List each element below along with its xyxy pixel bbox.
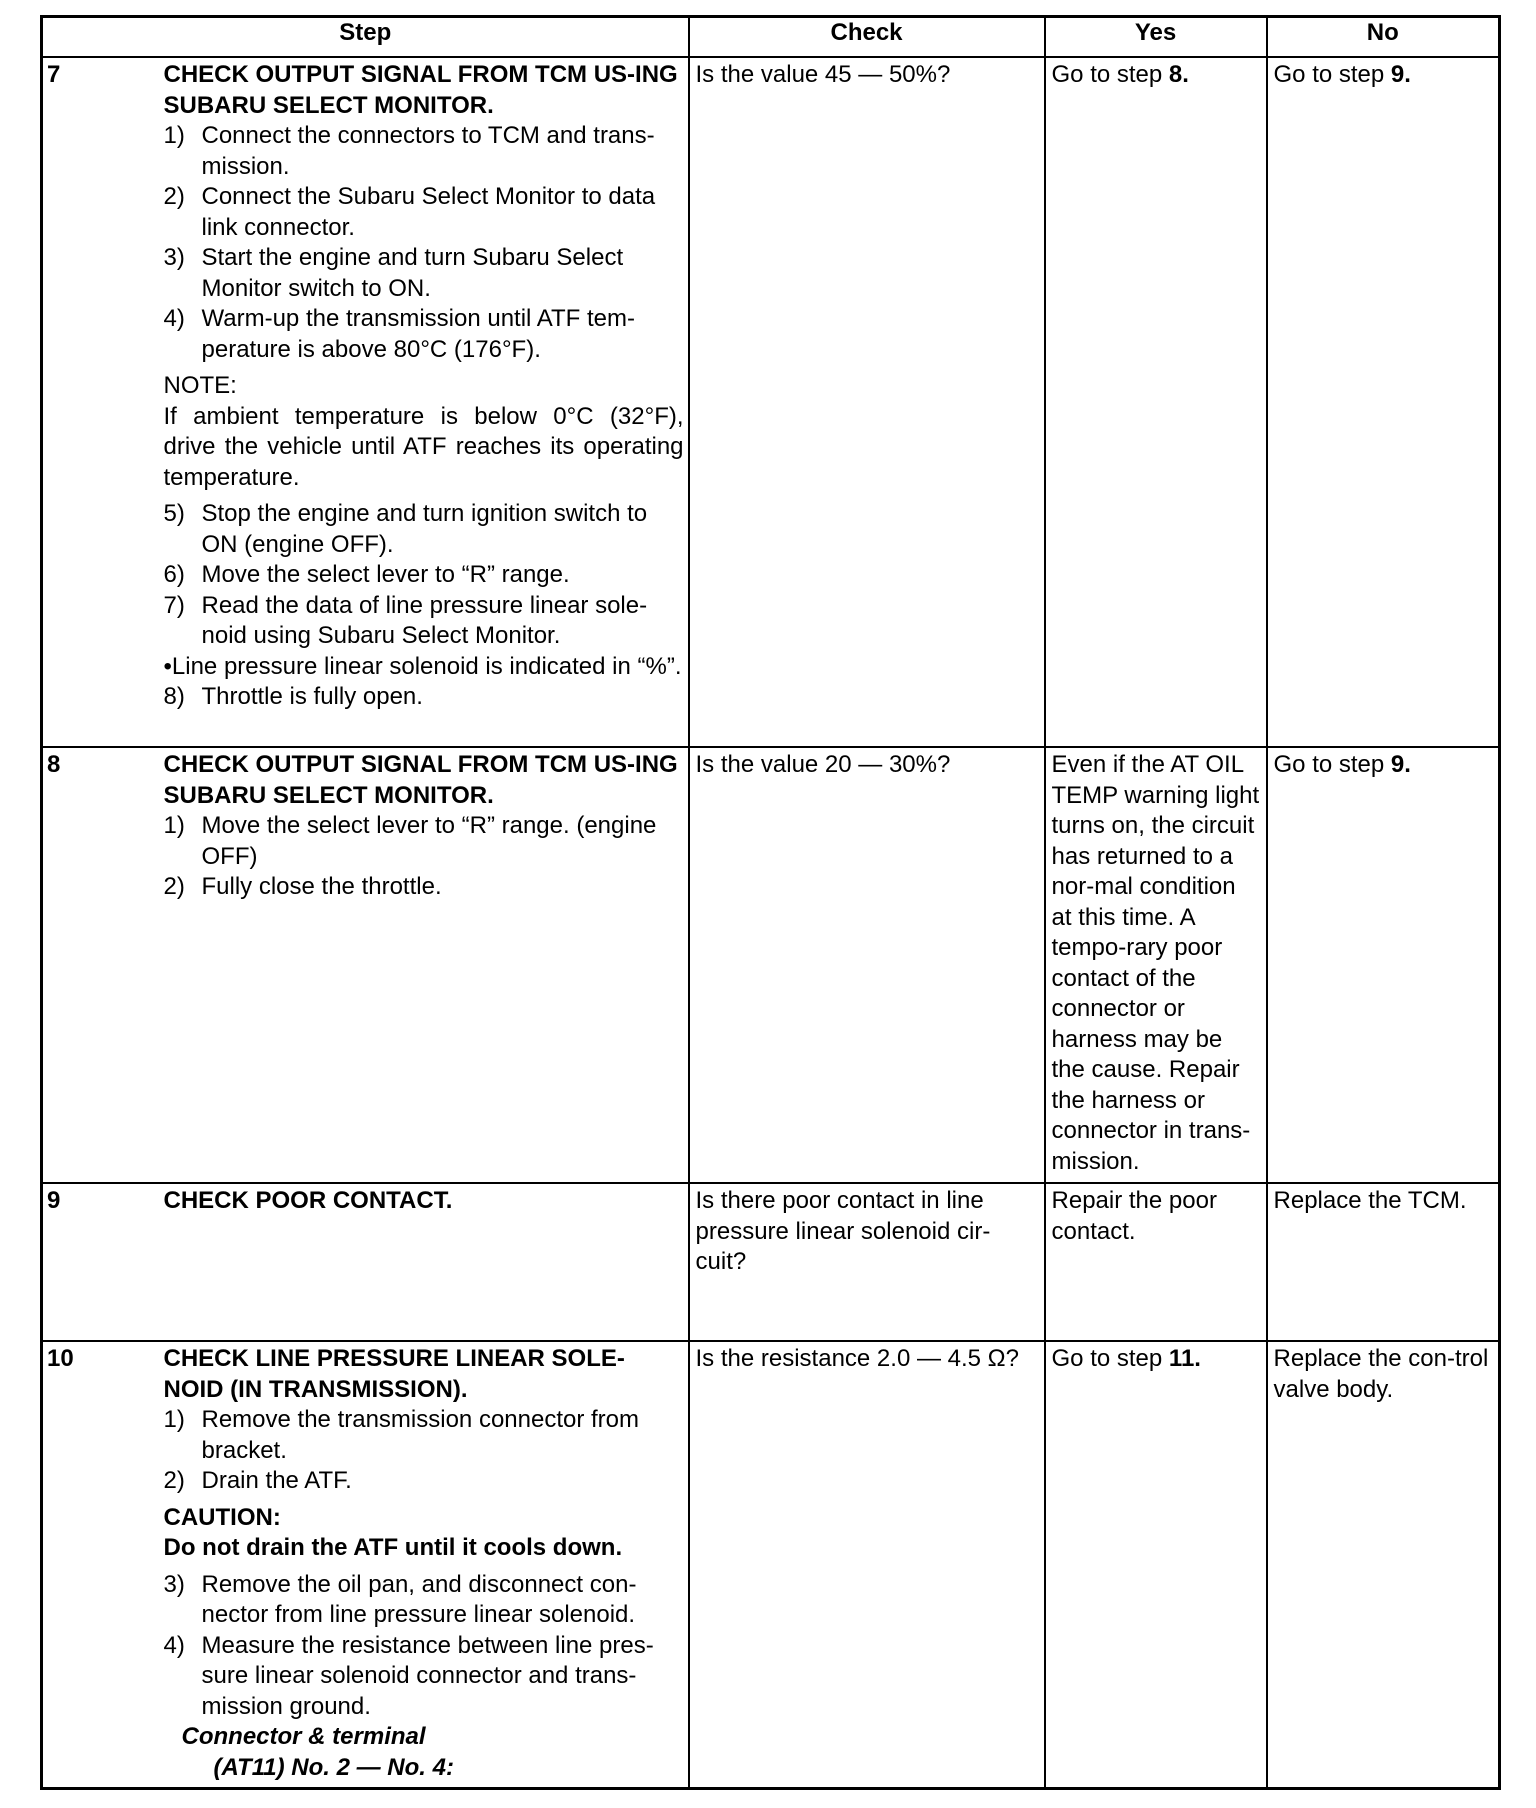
troubleshooting-table	[40, 15, 1501, 1790]
step-number: 8	[42, 747, 164, 1183]
connector-terminal: (AT11) No. 2 — No. 4:	[213, 1753, 454, 1781]
header-yes: Yes	[1045, 17, 1267, 58]
list-item: 3) Remove the oil pan, and disconnect con-nector from line pressure linear solenoid.	[163, 1570, 637, 1628]
header-row	[42, 17, 1500, 58]
list-item: 4) Warm-up the transmission until ATF tem-perature is above 80°C (176°F).	[163, 305, 635, 363]
step-title: CHECK LINE PRESSURE LINEAR SOLE-NOID (IN TRANSMISSION).	[163, 1345, 625, 1403]
header-no: No	[1267, 17, 1500, 58]
no-cell: Go to step 9.	[1267, 747, 1500, 1183]
no-cell: Go to step 9.	[1267, 57, 1500, 747]
step-instructions	[164, 747, 689, 1183]
yes-cell: Go to step 11.	[1045, 1341, 1267, 1789]
list-item: 4) Measure the resistance between line pres-sure linear solenoid connector and trans-mission ground.	[163, 1631, 654, 1720]
step-number: 10	[42, 1341, 164, 1789]
list-item: 6) Move the select lever to “R” range.	[163, 561, 570, 588]
step-number: 7	[42, 57, 164, 747]
yes-cell: Go to step 8.	[1045, 57, 1267, 747]
connector-heading: Connector & terminal	[181, 1723, 426, 1750]
step-title: CHECK OUTPUT SIGNAL FROM TCM US-ING SUBARU SELECT MONITOR.	[163, 751, 678, 809]
header-step: Step	[42, 17, 689, 58]
list-item: 2) Fully close the throttle.	[163, 873, 442, 900]
step-title: CHECK OUTPUT SIGNAL FROM TCM US-ING SUBARU SELECT MONITOR.	[163, 61, 678, 119]
list-item: 2) Connect the Subaru Select Monitor to data link connector.	[163, 183, 656, 241]
list-item: 1) Remove the transmission connector from bracket.	[163, 1406, 640, 1464]
table-row-step-10	[42, 1341, 1500, 1789]
note-text: If ambient temperature is below 0°C (32°F), drive the vehicle until ATF reaches its operating temperature.	[163, 402, 684, 491]
yes-cell: Repair the poor contact.	[1045, 1183, 1267, 1341]
list-item: 1) Connect the connectors to TCM and trans-mission.	[163, 122, 655, 180]
check-cell: Is the value 20 — 30%?	[689, 747, 1045, 1183]
list-item: 7) Read the data of line pressure linear sole-noid using Subaru Select Monitor.	[163, 591, 648, 649]
check-cell: Is there poor contact in line pressure linear solenoid cir-cuit?	[689, 1183, 1045, 1341]
list-item: 5) Stop the engine and turn ignition switch to ON (engine OFF).	[163, 500, 648, 558]
header-check: Check	[689, 17, 1045, 58]
table-row-step-8	[42, 747, 1500, 1183]
list-item: 1) Move the select lever to “R” range. (engine OFF)	[163, 812, 657, 870]
list-item: 3) Start the engine and turn Subaru Select Monitor switch to ON.	[163, 244, 624, 302]
no-cell: Replace the TCM.	[1267, 1183, 1500, 1341]
note-heading: NOTE:	[163, 372, 237, 399]
step-title: CHECK POOR CONTACT.	[163, 1187, 453, 1214]
table-row-step-7	[42, 57, 1500, 747]
caution-text: Do not drain the ATF until it cools down.	[163, 1534, 623, 1561]
list-item: 8) Throttle is fully open.	[163, 683, 423, 710]
step-instructions	[164, 1183, 689, 1341]
no-cell: Replace the con-trol valve body.	[1267, 1341, 1500, 1789]
step-number: 9	[42, 1183, 164, 1341]
yes-cell: Even if the AT OIL TEMP warning light turns on, the circuit has returned to a nor-mal condition at this time. A tempo-rary poor contact of the connector or harness may be the cause. Repair the harness or connector in trans-mission.	[1045, 747, 1267, 1183]
check-cell: Is the value 45 — 50%?	[689, 57, 1045, 747]
step-instructions	[164, 57, 689, 747]
check-cell: Is the resistance 2.0 — 4.5 Ω?	[689, 1341, 1045, 1789]
step-instructions	[164, 1341, 689, 1789]
caution-heading: CAUTION:	[163, 1503, 281, 1531]
table-row-step-9	[42, 1183, 1500, 1341]
bullet-note: •Line pressure linear solenoid is indicated in “%”.	[163, 652, 682, 680]
list-item: 2) Drain the ATF.	[163, 1467, 352, 1494]
